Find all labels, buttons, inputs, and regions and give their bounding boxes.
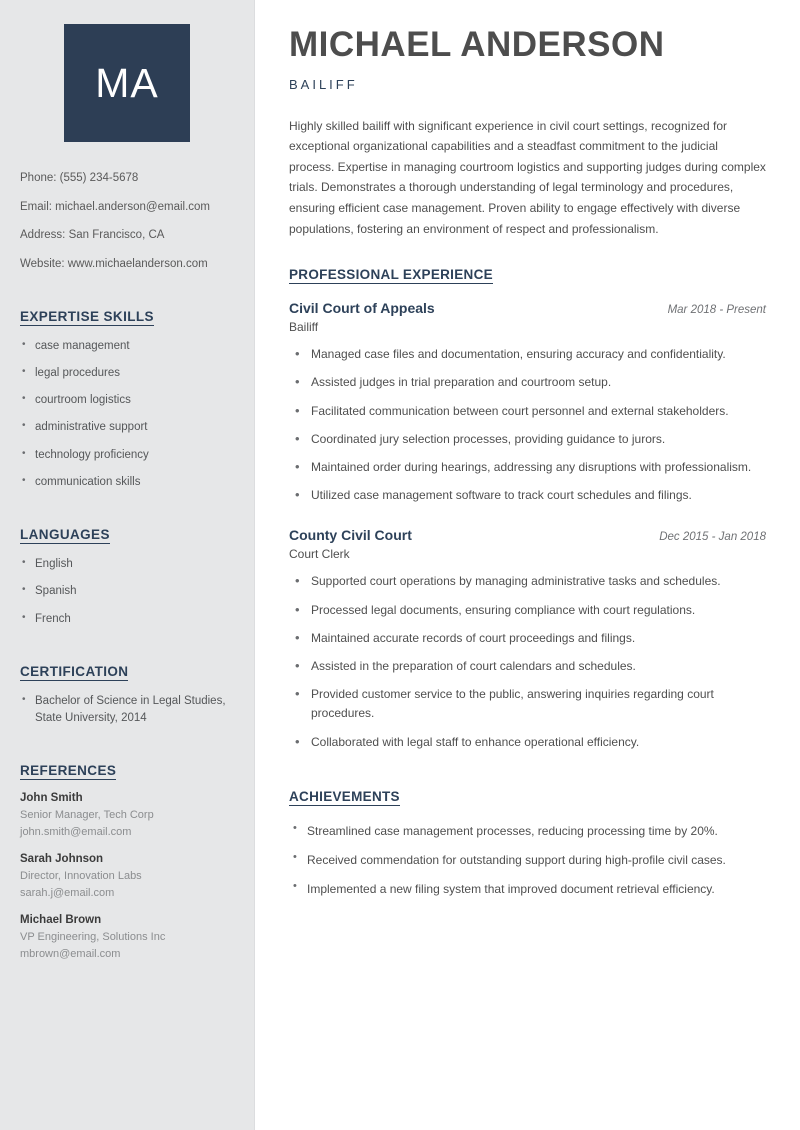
contact-email: Email: michael.anderson@email.com [20, 200, 210, 213]
reference-entry [20, 853, 234, 901]
list-item: • administrative support [20, 419, 234, 436]
section-heading-certification: CERTIFICATION [20, 663, 129, 679]
list-item: • Coordinated jury selection processes, providing guidance to jurors. [289, 430, 766, 449]
list-item: • Maintained order during hearings, addressing any disruptions with professionalism. [289, 458, 766, 477]
reference-role: Director, Innovation Labs [20, 870, 142, 883]
list-item: • courtroom logistics [20, 392, 234, 409]
section-heading-achievements: ACHIEVEMENTS [289, 788, 400, 804]
section-heading-professional-experience: PROFESSIONAL EXPERIENCE [289, 267, 493, 283]
experience-entry [289, 300, 766, 505]
experience-date: Mar 2018 - Present [667, 304, 766, 317]
experience-entry [289, 527, 766, 751]
list-item: • Collaborated with legal staff to enhance operational efficiency. [289, 733, 766, 752]
list-item: • Streamlined case management processes, reducing processing time by 20%. [289, 822, 766, 841]
list-item: • Utilized case management software to track court schedules and filings. [289, 486, 766, 505]
list-item: • Supported court operations by managing administrative tasks and schedules. [289, 572, 766, 591]
reference-name: Michael Brown [20, 914, 102, 927]
list-item: • Bachelor of Science in Legal Studies, State University, 2014 [20, 693, 234, 728]
list-item: • Implemented a new filing system that improved document retrieval efficiency. [289, 880, 766, 899]
list-item: • case management [20, 338, 234, 355]
page-title: MICHAEL ANDERSON [289, 25, 665, 64]
contact-website: Website: www.michaelanderson.com [20, 258, 208, 271]
experience-company: Civil Court of Appeals [289, 300, 435, 317]
list-item: • Assisted in the preparation of court calendars and schedules. [289, 657, 766, 676]
languages-list [20, 556, 234, 628]
certification-list [20, 693, 234, 728]
professional-summary: Highly skilled bailiff with significant experience in civil court settings, recognized for exceptional organizational capabilities and a steadfast commitment to the judicial process. Expertise in managing courtroom logistics and supporting judges during complex trials. Demonstrates a thorough understanding of legal terminology and procedures, ensuring efficient case management. Proven ability to engage effectively with diverse populations, fostering an environment of respect and professionalism. [289, 118, 766, 236]
experience-header [289, 527, 766, 543]
list-item: • technology proficiency [20, 447, 234, 464]
section-heading-references: REFERENCES [20, 763, 117, 779]
reference-name: John Smith [20, 792, 83, 805]
sidebar [0, 0, 255, 1130]
list-item: • Maintained accurate records of court proceedings and filings. [289, 629, 766, 648]
experience-header [289, 300, 766, 316]
section-heading-languages: LANGUAGES [20, 527, 110, 543]
reference-name: Sarah Johnson [20, 853, 104, 866]
list-item: • French [20, 611, 234, 628]
experience-company: County Civil Court [289, 527, 412, 544]
reference-role: Senior Manager, Tech Corp [20, 809, 154, 822]
reference-entry [20, 792, 234, 840]
reference-email: mbrown@email.com [20, 947, 121, 960]
avatar [64, 24, 190, 142]
section-heading-expertise-skills: EXPERTISE SKILLS [20, 308, 154, 324]
reference-email: john.smith@email.com [20, 825, 132, 838]
avatar-initials: MA [95, 59, 159, 106]
achievements-list [289, 822, 766, 900]
experience-title: Court Clerk [289, 547, 350, 562]
list-item: • Facilitated communication between court personnel and external stakeholders. [289, 402, 766, 421]
experience-date: Dec 2015 - Jan 2018 [659, 531, 766, 544]
list-item: • Managed case files and documentation, ensuring accuracy and confidentiality. [289, 345, 766, 364]
experience-title: Bailiff [289, 320, 319, 335]
list-item: • Processed legal documents, ensuring compliance with court regulations. [289, 601, 766, 620]
experience-bullets [289, 572, 766, 751]
contact-phone: Phone: (555) 234-5678 [20, 172, 139, 184]
reference-email: sarah.j@email.com [20, 886, 115, 899]
contact-info [20, 170, 234, 273]
list-item: • Spanish [20, 583, 234, 600]
list-item: • Received commendation for outstanding support during high-profile civil cases. [289, 851, 766, 870]
list-item: • English [20, 556, 234, 573]
list-item: • communication skills [20, 474, 234, 491]
contact-address: Address: San Francisco, CA [20, 229, 165, 242]
job-role-subtitle: BAILIFF [289, 76, 358, 92]
reference-entry [20, 914, 234, 962]
main-content [255, 0, 800, 1130]
experience-bullets [289, 345, 766, 505]
list-item: • legal procedures [20, 365, 234, 382]
reference-role: VP Engineering, Solutions Inc [20, 931, 166, 944]
list-item: • Provided customer service to the public, answering inquiries regarding court procedures. [289, 685, 766, 723]
list-item: • Assisted judges in trial preparation and courtroom setup. [289, 373, 766, 392]
skills-list [20, 338, 234, 492]
